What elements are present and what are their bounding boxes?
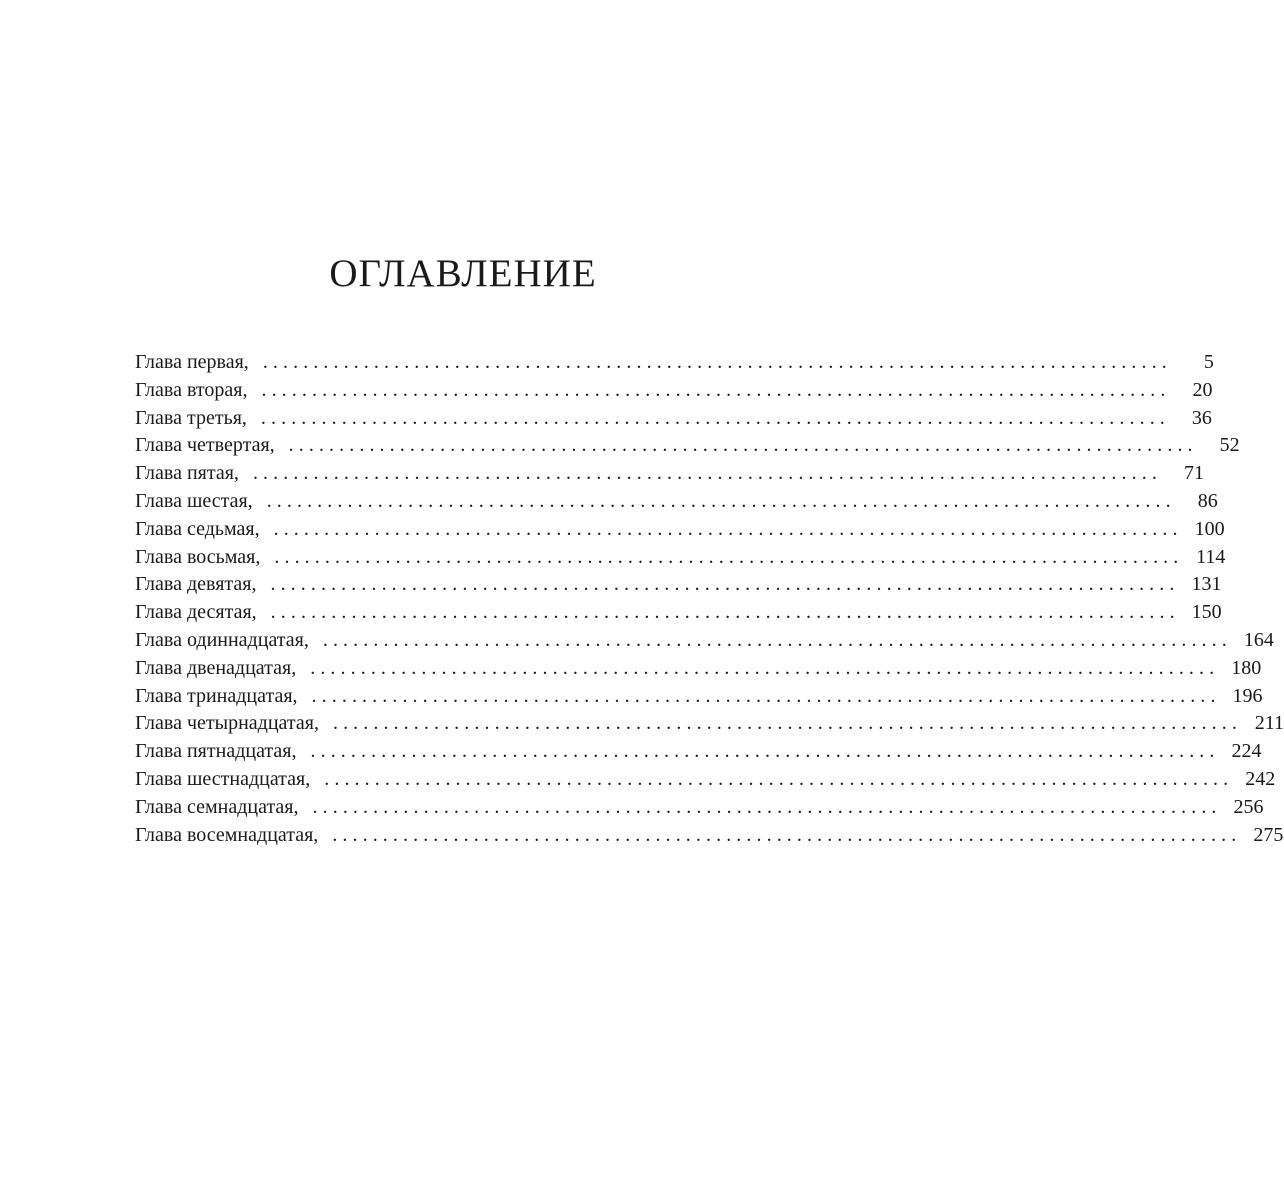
toc-entry — [135, 627, 1274, 655]
toc-entry-page: 275 — [1253, 823, 1284, 846]
toc-entry-page: 180 — [1231, 656, 1262, 679]
toc-entry-page: 242 — [1245, 767, 1276, 790]
toc-entry-page: 164 — [1243, 628, 1274, 651]
toc-entry — [135, 766, 1276, 794]
dot-leader: .......................................................................................... — [270, 601, 1180, 624]
toc-entry — [135, 460, 1204, 488]
dot-leader: .......................................................................................... — [261, 378, 1171, 401]
toc-entry-label: Глава тринадцатая, — [135, 684, 298, 707]
dot-leader: .......................................................................................... — [310, 656, 1220, 679]
toc-entry — [135, 377, 1213, 405]
toc-entry-page: 52 — [1219, 434, 1240, 457]
toc-entry-label: Глава четырнадцатая, — [135, 712, 319, 735]
page-title: ОГЛАВЛЕНИЕ — [329, 252, 597, 295]
toc-entry-page: 100 — [1194, 517, 1225, 540]
toc-entry — [135, 544, 1226, 572]
toc-entry-label: Глава восьмая, — [135, 545, 261, 568]
toc-entry-label: Глава третья, — [135, 406, 247, 429]
toc-entry-page: 131 — [1191, 573, 1222, 596]
toc-entry-page: 71 — [1183, 462, 1204, 485]
dot-leader: .......................................................................................... — [288, 434, 1198, 457]
dot-leader: .......................................................................................... — [273, 517, 1183, 540]
toc-entry — [135, 349, 1214, 377]
toc-entry-label: Глава шестнадцатая, — [135, 767, 311, 790]
toc-entry — [135, 571, 1222, 599]
toc-entry-label: Глава двенадцатая, — [135, 656, 297, 679]
toc-entry-label: Глава пятнадцатая, — [135, 740, 297, 763]
toc-entry-label: Глава семнадцатая, — [135, 795, 299, 818]
toc-entry-label: Глава шестая, — [135, 489, 253, 512]
toc-entry-page: 150 — [1191, 601, 1222, 624]
toc-entry-page: 5 — [1203, 351, 1214, 373]
dot-leader: .......................................................................................... — [332, 823, 1242, 846]
toc-entry-page: 36 — [1191, 406, 1212, 429]
toc-entry-page: 20 — [1192, 378, 1213, 401]
toc-entry-page: 211 — [1254, 712, 1284, 735]
toc-entry-label: Глава девятая, — [135, 573, 257, 596]
toc-entry — [135, 683, 1263, 711]
toc-entry — [135, 822, 1284, 850]
toc-entry — [135, 738, 1262, 766]
toc-entry — [135, 794, 1264, 822]
dot-leader: .......................................................................................... — [252, 462, 1162, 485]
dot-leader: .......................................................................................... — [311, 684, 1221, 707]
toc-entry — [135, 432, 1240, 460]
toc-entry-label: Глава четвертая, — [135, 434, 275, 457]
toc-entry — [135, 655, 1262, 683]
toc-entry-label: Глава седьмая, — [135, 517, 260, 540]
toc-entry-label: Глава первая, — [135, 351, 249, 373]
dot-leader: .......................................................................................... — [332, 712, 1242, 735]
toc-entry-page: 256 — [1233, 795, 1264, 818]
toc-entry-label: Глава пятая, — [135, 462, 239, 485]
dot-leader: .......................................................................................... — [274, 545, 1184, 568]
dot-leader: .......................................................................................... — [262, 351, 1172, 373]
toc-entry — [135, 516, 1225, 544]
toc-entry-page: 114 — [1196, 545, 1226, 568]
dot-leader: .......................................................................................... — [260, 406, 1170, 429]
toc-entry — [135, 405, 1212, 433]
toc-entry — [135, 710, 1284, 738]
toc-entry-label: Глава восемнадцатая, — [135, 823, 319, 846]
toc-entry-label: Глава одиннадцатая, — [135, 628, 309, 651]
toc-entry-page: 86 — [1197, 489, 1218, 512]
dot-leader: .......................................................................................... — [322, 628, 1232, 651]
dot-leader: .......................................................................................... — [324, 767, 1234, 790]
toc-entry — [135, 488, 1218, 516]
table-of-contents — [135, 349, 1284, 849]
dot-leader: .......................................................................................... — [312, 795, 1222, 818]
toc-entry-label: Глава десятая, — [135, 601, 257, 624]
toc-entry-label: Глава вторая, — [135, 378, 248, 401]
dot-leader: .......................................................................................... — [310, 740, 1220, 763]
dot-leader: .......................................................................................... — [266, 489, 1176, 512]
toc-entry-page: 224 — [1231, 740, 1262, 763]
toc-entry — [135, 599, 1222, 627]
dot-leader: .......................................................................................... — [270, 573, 1180, 596]
toc-entry-page: 196 — [1232, 684, 1263, 707]
